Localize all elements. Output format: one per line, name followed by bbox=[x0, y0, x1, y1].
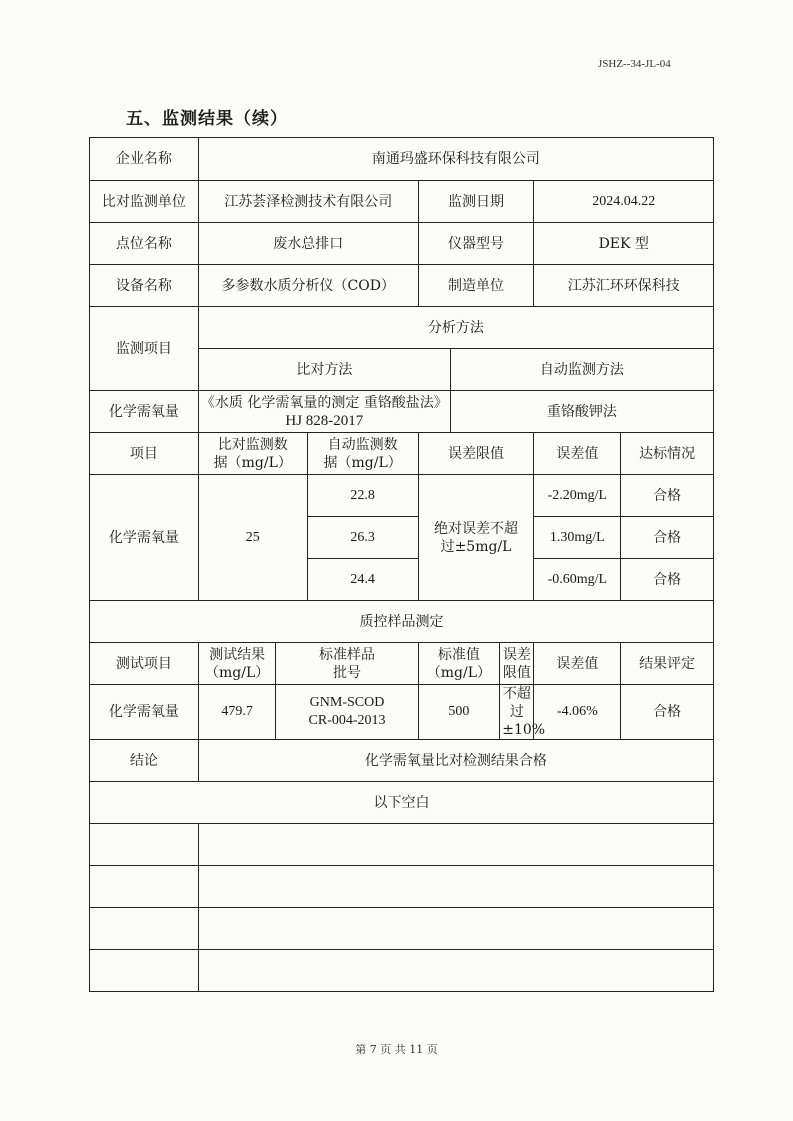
compare-method-label: 比对方法 bbox=[198, 349, 450, 391]
qc-result-header: 测试结果 （mg/L） bbox=[198, 643, 276, 685]
error-value: -2.20mg/L bbox=[534, 475, 621, 517]
qc-item: 化学需氧量 bbox=[90, 685, 199, 740]
point-value: 废水总排口 bbox=[198, 223, 418, 265]
qc-error: -4.06% bbox=[534, 685, 621, 740]
section-title: 五、监测结果（续） bbox=[126, 109, 288, 129]
method-header-row bbox=[90, 307, 714, 349]
qc-row bbox=[90, 685, 714, 740]
status-value: 合格 bbox=[621, 559, 714, 601]
model-value: DEK 型 bbox=[534, 223, 714, 265]
error-limit-value: 绝对误差不超 过±5mg/L bbox=[418, 475, 534, 601]
method-row bbox=[90, 391, 714, 433]
auto-method-value: 重铬酸钾法 bbox=[450, 391, 713, 433]
point-row bbox=[90, 223, 714, 265]
auto-data-header: 自动监测数 据（mg/L） bbox=[307, 433, 418, 475]
qc-title-row bbox=[90, 601, 714, 643]
status-value: 合格 bbox=[621, 475, 714, 517]
qc-item-header: 测试项目 bbox=[90, 643, 199, 685]
qc-section-title: 质控样品测定 bbox=[90, 601, 714, 643]
enterprise-label: 企业名称 bbox=[90, 138, 199, 181]
blank-note-row bbox=[90, 782, 714, 824]
compare-data-header: 比对监测数 据（mg/L） bbox=[198, 433, 307, 475]
result-row bbox=[90, 475, 714, 517]
monitor-date-label: 监测日期 bbox=[418, 181, 534, 223]
model-label: 仪器型号 bbox=[418, 223, 534, 265]
method-item-name: 化学需氧量 bbox=[90, 391, 199, 433]
qc-header-row bbox=[90, 643, 714, 685]
document-code: JSHZ--34-JL-04 bbox=[598, 58, 671, 70]
qc-eval: 合格 bbox=[621, 685, 714, 740]
compare-unit-value: 江苏荟泽检测技术有限公司 bbox=[198, 181, 418, 223]
maker-label: 制造单位 bbox=[418, 265, 534, 307]
auto-value: 24.4 bbox=[307, 559, 418, 601]
result-item-name: 化学需氧量 bbox=[90, 475, 199, 601]
enterprise-value: 南通玛盛环保科技有限公司 bbox=[198, 138, 713, 181]
empty-row bbox=[90, 950, 714, 992]
auto-value: 22.8 bbox=[307, 475, 418, 517]
qc-batch: GNM-SCOD CR-004-2013 bbox=[276, 685, 418, 740]
error-header: 误差值 bbox=[534, 433, 621, 475]
compare-value: 25 bbox=[198, 475, 307, 601]
compare-unit-row bbox=[90, 181, 714, 223]
device-row bbox=[90, 265, 714, 307]
status-value: 合格 bbox=[621, 517, 714, 559]
qc-limit-header: 误差 限值 bbox=[500, 643, 534, 685]
page-footer: 第 7 页 共 11 页 bbox=[355, 1043, 438, 1056]
empty-row bbox=[90, 908, 714, 950]
empty-row bbox=[90, 866, 714, 908]
results-header-row bbox=[90, 433, 714, 475]
analysis-method-label: 分析方法 bbox=[198, 307, 713, 349]
point-label: 点位名称 bbox=[90, 223, 199, 265]
monitoring-results-table bbox=[89, 137, 714, 992]
enterprise-row bbox=[90, 138, 714, 181]
auto-value: 26.3 bbox=[307, 517, 418, 559]
compare-method-value: 《水质 化学需氧量的测定 重铬酸盐法》 HJ 828-2017 bbox=[198, 391, 450, 433]
qc-batch-header: 标准样品 批号 bbox=[276, 643, 418, 685]
conclusion-label: 结论 bbox=[90, 740, 199, 782]
device-value: 多参数水质分析仪（COD） bbox=[198, 265, 418, 307]
result-item-header: 项目 bbox=[90, 433, 199, 475]
error-value: 1.30mg/L bbox=[534, 517, 621, 559]
device-label: 设备名称 bbox=[90, 265, 199, 307]
qc-std: 500 bbox=[418, 685, 500, 740]
qc-eval-header: 结果评定 bbox=[621, 643, 714, 685]
conclusion-value: 化学需氧量比对检测结果合格 bbox=[198, 740, 713, 782]
empty-row bbox=[90, 824, 714, 866]
limit-header: 误差限值 bbox=[418, 433, 534, 475]
qc-limit: 不超过 ±10% bbox=[500, 685, 534, 740]
compare-unit-label: 比对监测单位 bbox=[90, 181, 199, 223]
blank-note: 以下空白 bbox=[90, 782, 714, 824]
conclusion-row bbox=[90, 740, 714, 782]
maker-value: 江苏汇环环保科技 bbox=[534, 265, 714, 307]
qc-result: 479.7 bbox=[198, 685, 276, 740]
error-value: -0.60mg/L bbox=[534, 559, 621, 601]
qc-std-header: 标准值 （mg/L） bbox=[418, 643, 500, 685]
auto-method-label: 自动监测方法 bbox=[450, 349, 713, 391]
qc-error-header: 误差值 bbox=[534, 643, 621, 685]
status-header: 达标情况 bbox=[621, 433, 714, 475]
monitor-date-value: 2024.04.22 bbox=[534, 181, 714, 223]
monitor-item-label: 监测项目 bbox=[90, 307, 199, 391]
